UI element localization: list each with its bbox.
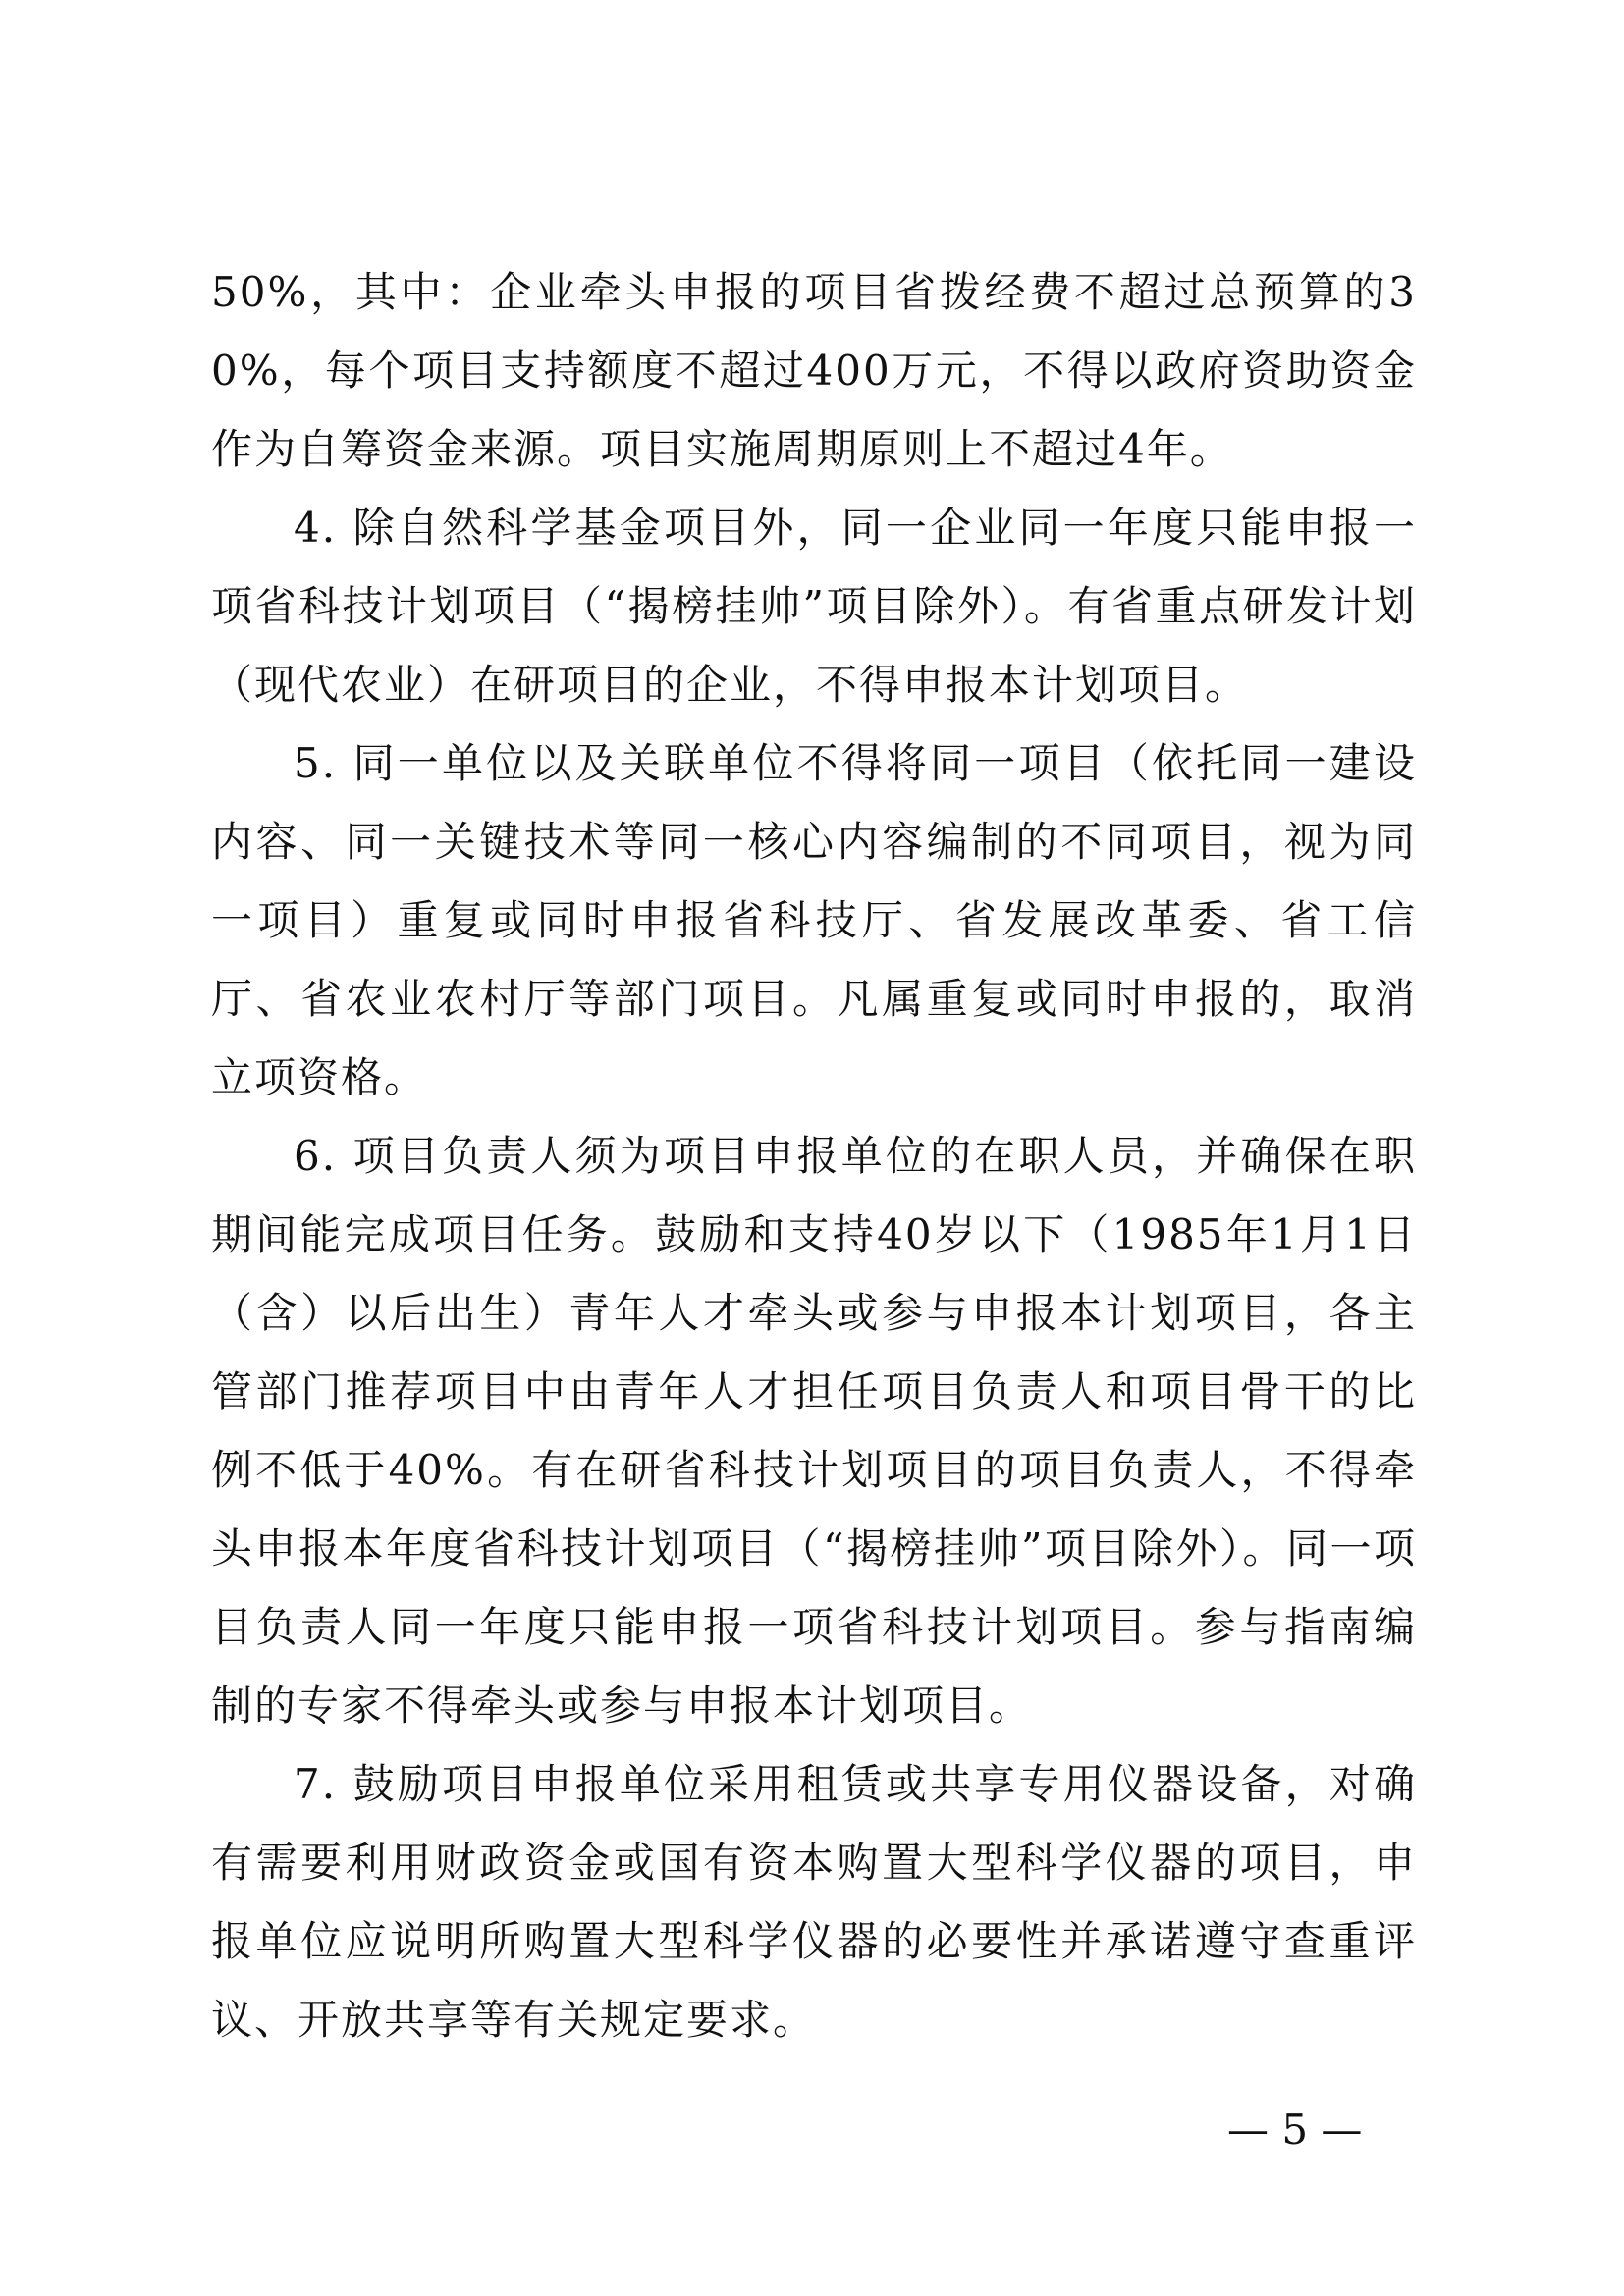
paragraph-item-7: 7. 鼓励项目申报单位采用租赁或共享专用仪器设备，对确有需要利用财政资金或国有资本购置大型科学仪器的项目，申报单位应说明所购置大型科学仪器的必要性并承诺遵守查重评议、开放共享等有关规定要求。	[211, 1760, 1417, 2044]
paragraph-item-6: 6. 项目负责人须为项目申报单位的在职人员，并确保在职期间能完成项目任务。鼓励和支持40岁以下（1985年1月1日（含）以后出生）青年人才牵头或参与申报本计划项目，各主管部门推荐项目中由青年人才担任项目负责人和项目骨干的比例不低于40%。有在研省科技计划项目的项目负责人，不得牵头申报本年度省科技计划项目（“揭榜挂帅”项目除外）。同一项目负责人同一年度只能申报一项省科技计划项目。参与指南编制的专家不得牵头或参与申报本计划项目。	[211, 1132, 1417, 1730]
paragraph-item-4: 4. 除自然科学基金项目外，同一企业同一年度只能申报一项省科技计划项目（“揭榜挂帅”项目除外）。有省重点研发计划（现代农业）在研项目的企业，不得申报本计划项目。	[211, 504, 1417, 709]
document-body	[211, 253, 1417, 2059]
page-number: — 5 —	[1227, 2106, 1363, 2154]
paragraph-item-5: 5. 同一单位以及关联单位不得将同一项目（依托同一建设内容、同一关键技术等同一核心内容编制的不同项目，视为同一项目）重复或同时申报省科技厅、省发展改革委、省工信厅、省农业农村厅等部门项目。凡属重复或同时申报的，取消立项资格。	[211, 739, 1417, 1101]
paragraph-continuation: 50%，其中：企业牵头申报的项目省拨经费不超过总预算的30%，每个项目支持额度不超过400万元，不得以政府资助资金作为自筹资金来源。项目实施周期原则上不超过4年。	[211, 268, 1417, 473]
